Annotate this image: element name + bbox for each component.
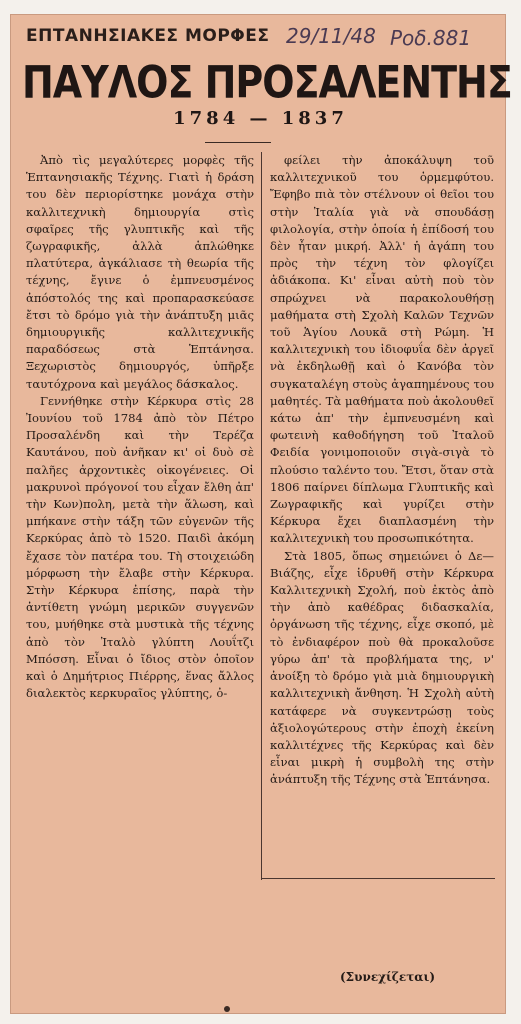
paragraph: Γεννήθηκε στὴν Κέρκυρα στὶς 28 Ἰουνίου τοῦ 1784 ἀπὸ τὸν Πέτρο Προσαλένδη καὶ τὴν Τερέζα Καυτάνου, ποὺ ἀνῆκαν κι' οἱ δυὸ σὲ παλῆες ἀρχοντικὲς οἰκογένειες. Οἱ μακρυνοὶ πρόγονοί του εἶχαν ἔλθη ἀπ' τὴν Κων)πολη, μετὰ τὴν ἅλωση, καὶ μπήκανε στὴν τάξη τῶν εὐγενῶν τῆς Κερκύρας ἀπὸ τὸ 1520. Παιδὶ ἀκόμη ἔχασε τὸν πατέρα του. Τὴ στοιχειώδη μόρφωση τὴν ἔλαβε στὴν Κέρκυρα. Στὴν Κέρκυρα ἐπίσης, παρὰ τὴν ἀντίθετη γνώμη μερικῶν συγγενῶν του, μυήθηκε στὰ μυστικὰ τῆς τέχνης ἀπὸ τὸν Ἰταλὸ γλύπτη Λουΐτζι Μπόσση. Εἶναι ὁ ἴδιος στὸν ὁποῖον καὶ ὁ Δημήτριος Πιέρρης, ἕνας ἄλλος διαλεκτὸς κερκυραῖος γλύπτης, ὀ-: [26, 393, 254, 701]
left-column: [26, 152, 254, 703]
column-divider: [261, 152, 262, 880]
article-dates: 1784 — 1837: [173, 108, 348, 129]
handwritten-date: 29/11/48: [286, 24, 376, 48]
title-rule: [205, 142, 271, 143]
section-heading: ΕΠΤΑΝΗΣΙΑΚΕΣ ΜΟΡΦΕΣ: [26, 26, 270, 46]
paragraph: φείλει τὴν ἀποκάλυψη τοῦ καλλιτεχνικοῦ του ὁρμεμφύτου. Ἔφηβο πιὰ τὸν στέλνουν οἱ θεῖοι του στὴν Ἰταλία γιὰ νὰ σπουδάσῃ φιλολογία, στὴν ὁποία ἡ ἐπίδοσή του δὲν ἦταν μικρή. Ἀλλ' ἡ ἀγάπη του πρὸς τὴν τέχνη τὸν φλογίζει ἀδιάκοπα. Κι' εἶναι αὐτὴ ποὺ τὸν σπρώχνει νὰ παρακολουθήσῃ μαθήματα στὴ Σχολὴ Καλῶν Τεχνῶν τοῦ Ἁγίου Λουκᾶ στὴ Ρώμη. Ἡ καλλιτεχνικὴ του ἰδιοφυΐα δὲν ἀργεῖ νὰ ἐκδηλωθῇ καὶ ὁ Κανόβα τὸν συγκαταλέγη στοὺς ἀγαπημένους του μαθητές. Τὰ μαθήματα ποὺ ἀκολουθεῖ κάτω ἀπ' τὴν ἐμπνευσμένη καὶ φωτεινὴ καθοδήγηση τοῦ Ἰταλοῦ Φειδία γονιμοποιοῦν σιγὰ-σιγὰ τὸ πλούσιο ταλέντο του. Ἔτσι, ὅταν στὰ 1806 παίρνει δίπλωμα Γλυπτικῆς καὶ Ζωγραφικῆς καὶ γυρίζει στὴν Κέρκυρα ἔχει διαπλασμένη τὴν καλλιτεχνικὴ του προσωπικότητα.: [270, 153, 494, 546]
right-column: [270, 152, 494, 789]
article-title: ΠΑΥΛΟΣ ΠΡΟΣΑΛΕΝΤΗΣ: [22, 56, 512, 108]
paragraph: Στὰ 1805, ὅπως σημειώνει ὁ Δε—Βιάζης, εἶχε ἱδρυθῆ στὴν Κέρκυρα Καλλιτεχνικὴ Σχολή, ποὺ ἐκτὸς ἀπὸ τὴν ἀπὸ καθέδρας διδασκαλία, ὀργάνωση τῆς τέχνης, εἶχε σκοπό, μὲ τὸ ἐνδιαφέρον ποὺ θὰ προκαλοῦσε γύρω ἀπ' τὰ προβλήματα της, ν' ἀνοίξη τὸ δρόμο γιὰ μιὰ δημιουργικὴ καλλιτεχνικὴ ἄνθηση. Ἡ Σχολὴ αὐτὴ κατάφερε νὰ συγκεντρώσῃ τοὺς ἀξιολογώτερους στὴν ἐποχὴ ἐκείνη καλλιτέχνες τῆς Κερκύρας καὶ δὲν εἶναι μικρὴ ἡ συμβολὴ της στὴν ἀνάπτυξη τῆς Τέχνης στὰ Ἑπτάνησα.: [270, 548, 494, 787]
pin-hole: [224, 1006, 230, 1012]
paragraph: Ἀπὸ τὶς μεγαλύτερες μορφὲς τῆς Ἑπτανησιακῆς Τέχνης. Γιατὶ ἡ δράση του δὲν περιορίστηκε μονάχα στὴν καλλιτεχνικὴ δημιουργία στὶς σφαῖρες τῆς γλυπτικῆς καὶ τῆς ζωγραφικῆς, ἀλλὰ ἁπλώθηκε πλατύτερα, ἀγκάλιασε τὴ θεωρία τῆς τέχνης, ἔγινε ὁ ἐμπνευσμένος ἀπόστολός της καὶ προπαρασκεύασε ἔτσι τὸ δρόμο γιὰ τὴν ἀνάπτυξη μιᾶς δημιουργικῆς καλλιτεχνικῆς παραδόσεως στὰ Ἑπτάνησα. Ξεχωριστὸς δημιουργός, ὑπῆρξε ταυτόχρονα καὶ μεγάλος δάσκαλος.: [26, 153, 254, 391]
column-end-rule: [261, 878, 495, 879]
continuation-note: (Συνεχίζεται): [340, 970, 436, 984]
handwritten-note: Ροδ.881: [390, 26, 472, 50]
